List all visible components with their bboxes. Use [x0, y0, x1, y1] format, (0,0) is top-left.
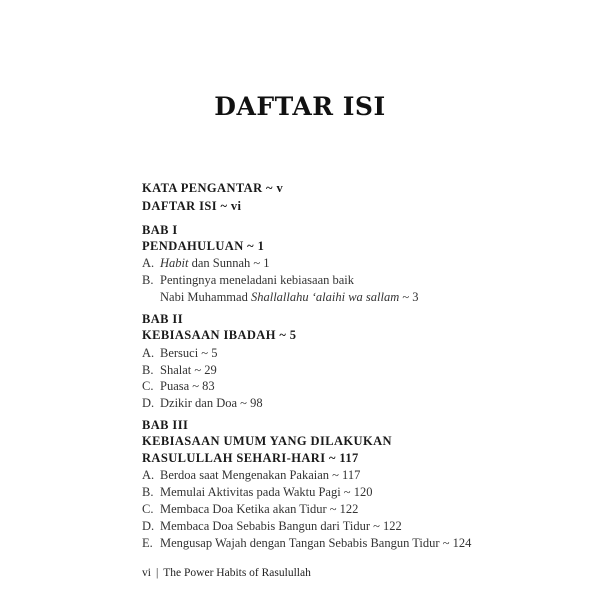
chapter-heading-bab1: PENDAHULUAN ~ 1 [142, 239, 265, 253]
item-text: Pentingnya meneladani kebiasaan baik [160, 273, 355, 287]
item-letter: B. [142, 363, 154, 377]
chapter-label-bab3: BAB III [142, 418, 189, 432]
item-text: dan Sunnah ~ 1 [188, 256, 270, 270]
toc-entry-kata-pengantar: KATA PENGANTAR ~ v [142, 181, 284, 195]
toc-item-bab1-a [142, 255, 270, 271]
item-text: Puasa ~ 83 [160, 379, 215, 393]
item-letter: C. [142, 379, 154, 393]
page-title: DAFTAR ISI [214, 92, 386, 121]
item-text: Dzikir dan Doa ~ 98 [160, 396, 263, 410]
item-letter: A. [142, 256, 155, 270]
toc-item-bab2-d [142, 395, 263, 411]
item-letter: B. [142, 273, 154, 287]
toc-item-bab3-d [142, 518, 402, 534]
item-letter: D. [142, 519, 155, 533]
toc-item-bab2-b [142, 362, 217, 378]
chapter-heading-bab3-line1: KEBIASAAN UMUM YANG DILAKUKAN [142, 434, 392, 448]
footer-book-title: The Power Habits of Rasulullah [163, 567, 311, 579]
footer-page-number: vi [142, 567, 151, 579]
toc-entry-daftar-isi: DAFTAR ISI ~ vi [142, 199, 242, 213]
chapter-label-bab2: BAB II [142, 312, 183, 326]
item-text: Mengusap Wajah dengan Tangan Sebabis Bangun Tidur ~ 124 [160, 536, 472, 550]
item-text: Membaca Doa Ketika akan Tidur ~ 122 [160, 502, 359, 516]
footer-separator: | [155, 567, 159, 579]
item-letter: D. [142, 396, 155, 410]
item-text: Berdoa saat Mengenakan Pakaian ~ 117 [160, 468, 361, 482]
item-text: Shalat ~ 29 [160, 363, 217, 377]
item-letter: E. [142, 536, 153, 550]
item-page: ~ 3 [399, 290, 419, 304]
toc-item-bab2-a [142, 345, 217, 361]
item-letter: B. [142, 485, 154, 499]
toc-item-bab1-b-continued [160, 289, 419, 305]
chapter-label-bab1: BAB I [142, 223, 178, 237]
item-letter: C. [142, 502, 154, 516]
toc-item-bab1-b [142, 272, 354, 288]
item-text: Membaca Doa Sebabis Bangun dari Tidur ~ 122 [160, 519, 402, 533]
chapter-heading-bab3-line2: RASULULLAH SEHARI-HARI ~ 117 [142, 451, 359, 465]
toc-item-bab3-b [142, 484, 372, 500]
page-footer [142, 567, 311, 579]
item-italic-text: Shallallahu ‘alaihi wa sallam [250, 290, 400, 304]
toc-item-bab2-c [142, 378, 215, 394]
chapter-heading-bab2: KEBIASAAN IBADAH ~ 5 [142, 328, 297, 342]
item-text: Bersuci ~ 5 [160, 346, 218, 360]
toc-item-bab3-a [142, 467, 360, 483]
item-text: Memulai Aktivitas pada Waktu Pagi ~ 120 [160, 485, 373, 499]
toc-item-bab3-c [142, 501, 358, 517]
item-italic-text: Habit [160, 256, 189, 270]
toc-item-bab3-e [142, 535, 471, 551]
item-text: Nabi Muhammad [160, 290, 251, 304]
item-letter: A. [142, 468, 155, 482]
item-letter: A. [142, 346, 155, 360]
